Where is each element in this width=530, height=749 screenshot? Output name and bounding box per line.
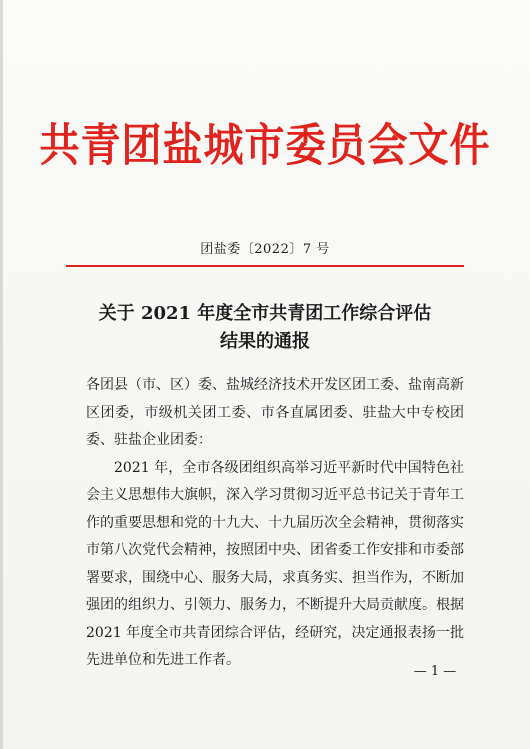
page-number: — 1 — (413, 664, 457, 679)
page-edge-shadow (0, 0, 3, 749)
title-line-2: 结果的通报 (220, 331, 310, 352)
title-line-1: 关于 2021 年度全市共青团工作综合评估 (98, 303, 432, 324)
document-body (86, 372, 464, 675)
red-divider-line (66, 265, 464, 267)
document-number: 团盐委〔2022〕7 号 (200, 242, 330, 257)
addressee-paragraph: 各团县（市、区）委、盐城经济技术开发区团工委、盐南高新区团委，市级机关团工委、市各直属团委、驻盐大中专校团委、驻盐企业团委： (86, 377, 464, 448)
document-title (0, 300, 530, 356)
document-masthead: 共青团盐城市委员会文件 (39, 120, 491, 172)
body-paragraph-1: 2021 年，全市各级团组织高举习近平新时代中国特色社会主义思想伟大旗帜，深入学习贯彻习近平总书记关于青年工作的重要思想和党的十九大、十九届历次全会精神，贯彻落实市第八次党代会精神，按照团中央、团省委工作安排和市委部署要求，围绕中心、服务大局，求真务实、担当作为，不断加强团的组织力、引领力、服务力，不断提升大局贡献度。根据 2021 年度全市共青团综合评估，经研究，决定通报表扬一批先进单位和先进工作者。 (86, 459, 464, 668)
